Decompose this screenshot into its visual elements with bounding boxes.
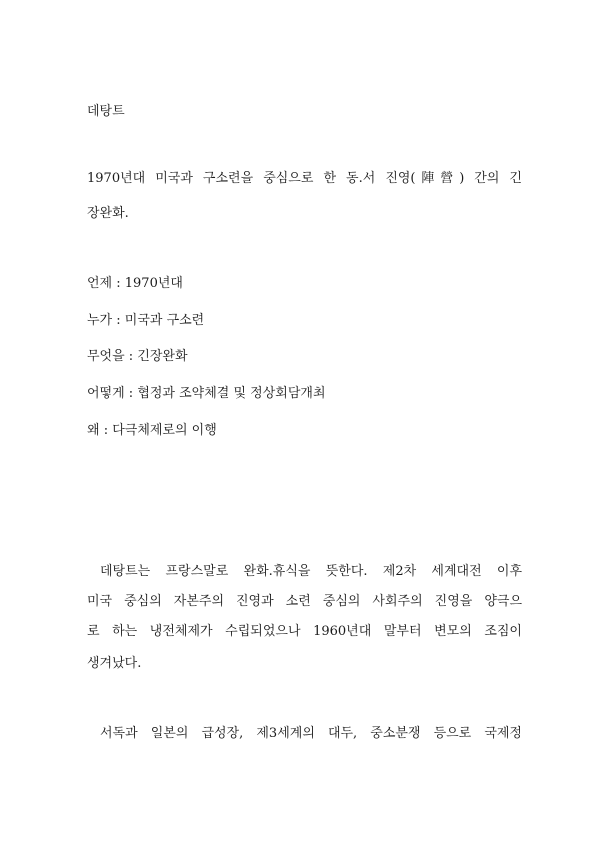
five-w-who: 누가 : 미국과 구소련 — [87, 313, 205, 328]
five-w-why: 왜 : 다극체제로의 이행 — [87, 423, 217, 438]
paragraph1-line-4: 생겨났다. — [87, 656, 142, 671]
paragraph1-line-1: 데탕트는 프랑스말로 완화.휴식을 뜻한다. 제2차 세계대전 이후 — [100, 564, 522, 579]
five-w-when: 언제 : 1970년대 — [87, 276, 183, 291]
paragraph1-line-3: 로 하는 냉전체제가 수립되었으나 1960년대 말부터 변모의 조짐이 — [87, 624, 522, 639]
definition-line-2: 장완화. — [87, 206, 129, 221]
paragraph1-line-2: 미국 중심의 자본주의 진영과 소련 중심의 사회주의 진영을 양극으 — [87, 594, 522, 609]
five-w-how: 어떻게 : 협정과 조약체결 및 정상회담개최 — [87, 386, 326, 401]
document-title: 데탕트 — [87, 104, 125, 119]
paragraph2-line-1: 서독과 일본의 급성장, 제3세계의 대두, 중소분쟁 등으로 국제정 — [100, 726, 522, 741]
five-w-what: 무엇을 : 긴장완화 — [87, 349, 188, 364]
definition-line-1: 1970년대 미국과 구소련을 중심으로 한 동.서 진영(陣營) 간의 긴 — [87, 171, 522, 186]
